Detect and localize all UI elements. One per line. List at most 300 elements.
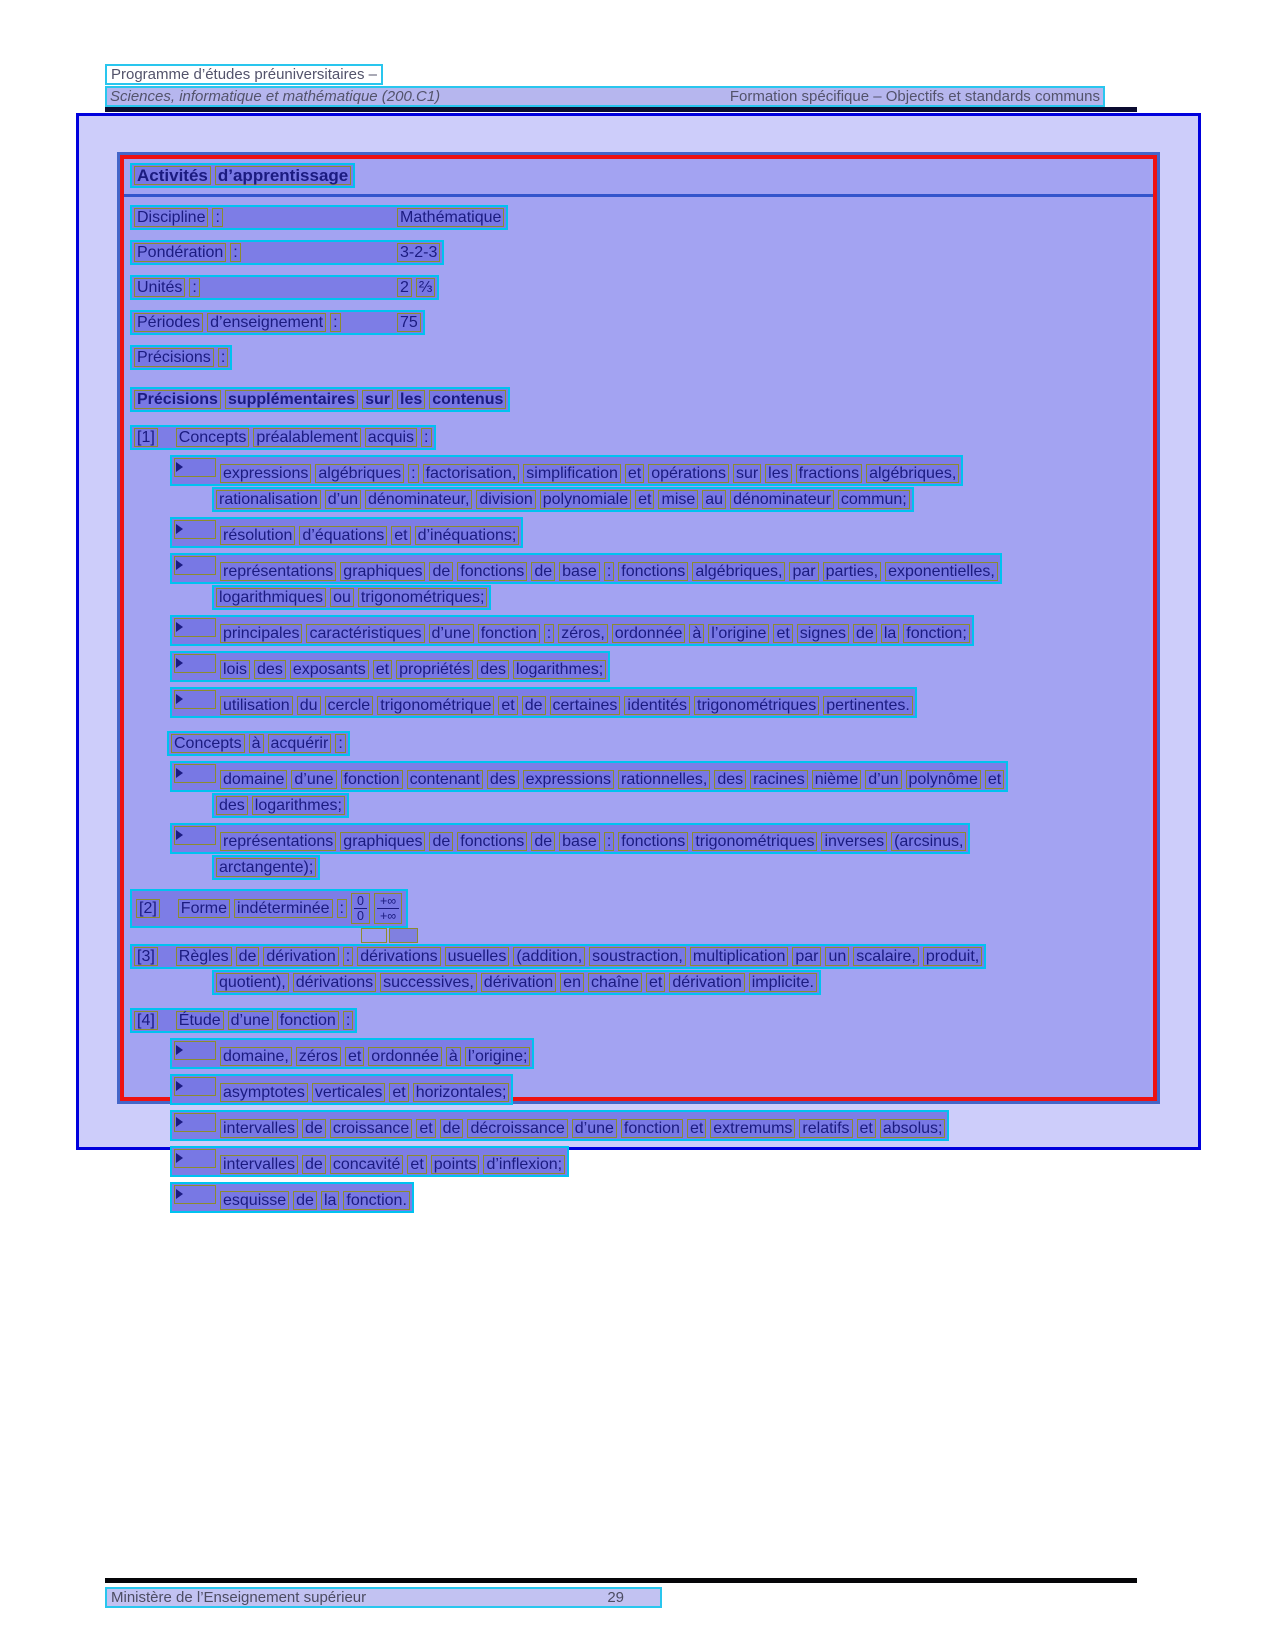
line-text <box>169 735 348 752</box>
word: d’une <box>429 624 474 643</box>
word: utilisation <box>220 696 293 715</box>
word: d’une <box>228 1011 273 1030</box>
field-value <box>395 209 506 226</box>
word: fonction; <box>903 624 969 643</box>
word: Concepts <box>171 734 245 753</box>
line-highlight <box>130 1008 357 1033</box>
word: lois <box>220 660 250 679</box>
line-highlight <box>170 1182 414 1213</box>
word: des <box>714 770 746 789</box>
bullet-text <box>218 625 972 642</box>
word: : <box>189 278 199 297</box>
continuation-line <box>212 487 1147 512</box>
word: à <box>689 624 704 643</box>
word: fonction <box>341 770 403 789</box>
word: et <box>985 770 1004 789</box>
word: et <box>373 660 392 679</box>
continuation-line <box>212 585 1147 610</box>
word: d’enseignement <box>207 313 326 332</box>
bullet-item <box>170 1110 1147 1141</box>
word: dérivations <box>357 947 440 966</box>
bullet-text <box>218 661 608 678</box>
line-highlight <box>212 970 821 995</box>
bullet-icon <box>176 1153 183 1163</box>
word: fonctions <box>457 832 527 851</box>
bullet-marker <box>174 764 216 783</box>
bullet-marker <box>174 1185 216 1204</box>
numbered-item <box>130 1008 1147 1033</box>
bullet-marker <box>174 618 216 637</box>
word: Discipline <box>134 208 208 227</box>
bullet-item <box>170 1038 1147 1069</box>
field-row <box>130 275 1147 300</box>
bullet-icon <box>176 524 183 534</box>
word: trigonométriques; <box>358 588 488 607</box>
bullet-item <box>170 761 1147 792</box>
content-panel <box>76 113 1201 1209</box>
word: signes <box>797 624 849 643</box>
word: acquérir <box>268 734 332 753</box>
line-highlight <box>170 455 963 486</box>
word: Activités <box>134 166 211 185</box>
word: trigonométriques <box>692 832 817 851</box>
bullet-icon <box>176 622 183 632</box>
field-row <box>130 205 1147 230</box>
word: : <box>604 562 614 581</box>
word: points <box>431 1155 480 1174</box>
word: représentations <box>220 832 336 851</box>
fraction <box>351 893 370 924</box>
sub-heading <box>167 731 1147 756</box>
activities-table <box>120 155 1157 1209</box>
word: et <box>773 624 792 643</box>
line-highlight <box>167 731 350 756</box>
line-highlight <box>170 761 1008 792</box>
bullet-text <box>218 1156 567 1173</box>
line-highlight <box>170 1110 949 1141</box>
word: dérivation <box>481 973 556 992</box>
word: et <box>389 1083 408 1102</box>
word: les <box>765 464 791 483</box>
field-row <box>130 345 1147 370</box>
bullet-item <box>170 553 1147 584</box>
field-highlight <box>130 205 508 230</box>
word: Précisions <box>134 348 214 367</box>
fraction-denominator: 0 <box>356 909 364 923</box>
bullet-icon <box>176 1045 183 1055</box>
word: fonction. <box>343 1191 409 1210</box>
line-highlight <box>170 615 974 646</box>
word: à <box>446 1047 461 1066</box>
word: : <box>218 348 228 367</box>
line-highlight <box>130 425 436 450</box>
bullet-marker <box>174 520 216 539</box>
line-highlight <box>130 944 986 969</box>
word: Étude <box>176 1011 224 1030</box>
word: intervalles <box>220 1119 298 1138</box>
word: fractions <box>796 464 862 483</box>
word: ⅔ <box>416 278 435 297</box>
word: Périodes <box>134 313 203 332</box>
field-label <box>132 207 395 228</box>
word: contenant <box>407 770 483 789</box>
word: graphiques <box>340 832 425 851</box>
word: polynomiale <box>540 490 631 509</box>
word: fonctions <box>618 562 688 581</box>
bullet-text <box>218 697 915 714</box>
word: un <box>825 947 849 966</box>
bullet-marker <box>174 1113 216 1132</box>
word: commun; <box>838 490 910 509</box>
word: : <box>335 734 345 753</box>
subtitle-row <box>130 387 1147 412</box>
word: algébriques, <box>692 562 785 581</box>
bullet-item <box>170 517 1147 548</box>
field-value <box>395 314 423 331</box>
bullet-marker <box>174 654 216 673</box>
word: ordonnée <box>368 1047 442 1066</box>
header-section-title: Formation spécifique – Objectifs et standards communs <box>729 88 1100 105</box>
word: base <box>559 562 600 581</box>
word: l’origine <box>708 624 769 643</box>
field-label <box>132 349 230 366</box>
bullet-item <box>170 615 1147 646</box>
word: de <box>302 1119 326 1138</box>
bullet-item <box>170 651 1147 682</box>
word: et <box>625 464 644 483</box>
word: rationalisation <box>216 490 321 509</box>
word: expressions <box>220 464 311 483</box>
line-highlight <box>212 487 914 512</box>
line-text <box>214 859 318 876</box>
word: verticales <box>312 1083 386 1102</box>
word: : <box>212 208 222 227</box>
bullet-item <box>170 1182 1147 1213</box>
word: chaîne <box>588 973 642 992</box>
word: par <box>792 947 821 966</box>
word: arctangente); <box>216 858 316 877</box>
word: de <box>302 1155 326 1174</box>
word: de <box>440 1119 464 1138</box>
bullet-item <box>170 823 1147 854</box>
word: et <box>687 1119 706 1138</box>
word: d’une <box>291 770 336 789</box>
footer-page-number: 29 <box>607 1589 624 1606</box>
word: multiplication <box>690 947 788 966</box>
field-highlight <box>130 240 444 265</box>
word: scalaire, <box>853 947 919 966</box>
word: fonction <box>478 624 540 643</box>
word: dérivations <box>293 973 376 992</box>
fraction-numerator: +∞ <box>377 894 399 909</box>
word: : <box>230 243 240 262</box>
word: Pondération <box>134 243 226 262</box>
bullet-text <box>218 527 521 544</box>
continuation-line <box>212 855 1147 880</box>
word: principales <box>220 624 302 643</box>
table-title-row <box>124 159 1153 197</box>
word: d’équations <box>299 526 387 545</box>
word: exposants <box>290 660 369 679</box>
word: Unités <box>134 278 185 297</box>
word: racines <box>750 770 808 789</box>
word: fonction <box>621 1119 683 1138</box>
word: polynôme <box>906 770 981 789</box>
word: base <box>559 832 600 851</box>
bullet-marker <box>174 690 216 709</box>
footer-ministry: Ministère de l’Enseignement supérieur <box>111 1589 367 1606</box>
bullet-item <box>170 1146 1147 1177</box>
word: (arcsinus, <box>891 832 966 851</box>
numbered-item <box>130 889 1147 928</box>
bullet-text <box>218 1048 532 1065</box>
bullet-icon <box>176 830 183 840</box>
word: quotient), <box>216 973 289 992</box>
word: des <box>216 796 248 815</box>
bullet-item <box>170 1074 1147 1105</box>
word: ordonnée <box>612 624 686 643</box>
word: des <box>487 770 519 789</box>
header-line2 <box>105 86 1105 107</box>
item-text <box>176 900 349 917</box>
bullet-marker <box>174 826 216 845</box>
word: exponentielles, <box>885 562 998 581</box>
line-highlight <box>170 823 970 854</box>
bullet-icon <box>176 658 183 668</box>
numbered-item <box>130 944 1147 969</box>
header-program-subtitle: Sciences, informatique et mathématique (200.C1) <box>110 88 441 105</box>
field-value <box>395 279 437 296</box>
word: Forme <box>178 899 230 918</box>
word: produit, <box>923 947 982 966</box>
word: les <box>397 390 425 409</box>
word: dérivation <box>669 973 744 992</box>
word: algébriques <box>315 464 404 483</box>
word: fonctions <box>457 562 527 581</box>
word: : <box>343 1011 353 1030</box>
word: croissance <box>330 1119 412 1138</box>
line-text <box>214 974 819 991</box>
word: opérations <box>648 464 729 483</box>
word: sur <box>733 464 761 483</box>
word: : <box>408 464 418 483</box>
bullet-icon <box>176 694 183 704</box>
word: certaines <box>550 696 621 715</box>
bullet-marker <box>174 1149 216 1168</box>
word: d’apprentissage <box>215 166 351 185</box>
word: Précisions <box>134 390 221 409</box>
word: décroissance <box>467 1119 567 1138</box>
word: par <box>789 562 818 581</box>
word: expressions <box>523 770 614 789</box>
field-highlight <box>130 275 439 300</box>
word: résolution <box>220 526 295 545</box>
line-highlight <box>170 517 523 548</box>
bullet-icon <box>176 1189 183 1199</box>
word: supplémentaires <box>225 390 358 409</box>
word: représentations <box>220 562 336 581</box>
word: d’une <box>572 1119 617 1138</box>
word: simplification <box>523 464 621 483</box>
word: d’un <box>325 490 361 509</box>
field-row <box>130 310 1147 335</box>
line-text <box>214 589 489 606</box>
word: et <box>391 526 410 545</box>
item-text <box>174 948 984 965</box>
word: absolus; <box>880 1119 946 1138</box>
word: : <box>604 832 614 851</box>
line-highlight <box>170 651 610 682</box>
word: dénominateur <box>730 490 834 509</box>
header-rule <box>105 107 1137 112</box>
line-highlight <box>212 793 349 818</box>
word: de <box>853 624 877 643</box>
word: de <box>429 562 453 581</box>
word: logarithmes; <box>252 796 345 815</box>
header-program-title: Programme d’études préuniversitaires – <box>105 64 383 85</box>
bullet-text <box>218 833 968 850</box>
bullet-item <box>170 687 1147 718</box>
word: des <box>477 660 509 679</box>
word: extremums <box>710 1119 795 1138</box>
word: de <box>522 696 546 715</box>
activities-table-frame <box>117 152 1160 1209</box>
word: implicite. <box>749 973 817 992</box>
word: préalablement <box>253 428 360 447</box>
field-value <box>395 244 442 261</box>
word: soustraction, <box>589 947 686 966</box>
word: et <box>646 973 665 992</box>
word: mise <box>658 490 698 509</box>
word: de <box>429 832 453 851</box>
word: et <box>416 1119 435 1138</box>
line-highlight <box>212 855 320 880</box>
word: : <box>544 624 554 643</box>
field-highlight <box>130 345 232 370</box>
line-highlight <box>170 687 917 718</box>
word: Règles <box>176 947 232 966</box>
bullet-icon <box>176 768 183 778</box>
word: identités <box>624 696 690 715</box>
item-number: [2] <box>136 899 160 918</box>
word: : <box>421 428 431 447</box>
word: 3-2-3 <box>397 243 440 262</box>
line-highlight <box>170 1038 534 1069</box>
fraction-denominator: +∞ <box>379 909 397 923</box>
word: à <box>249 734 264 753</box>
word: graphiques <box>340 562 425 581</box>
word: contenus <box>429 390 506 409</box>
word: 2 <box>397 278 412 297</box>
bullet-text <box>218 563 1000 580</box>
word: esquisse <box>220 1191 289 1210</box>
word: cercle <box>325 696 374 715</box>
bullet-item <box>170 455 1147 486</box>
word: usuelles <box>445 947 510 966</box>
word: de <box>531 832 555 851</box>
word: dérivation <box>263 947 338 966</box>
table-title <box>130 163 355 188</box>
word: division <box>476 490 535 509</box>
bullet-icon <box>176 1081 183 1091</box>
field-label <box>132 312 395 333</box>
word: (addition, <box>513 947 585 966</box>
item-number: [1] <box>134 428 158 447</box>
line-text <box>214 491 912 508</box>
item-number: [4] <box>134 1011 158 1030</box>
word: de <box>531 562 555 581</box>
field-label <box>132 277 395 298</box>
word: de <box>293 1191 317 1210</box>
word: logarithmiques <box>216 588 326 607</box>
word: et <box>407 1155 426 1174</box>
word: domaine <box>220 770 287 789</box>
continuation-line <box>212 970 1147 995</box>
field-highlight <box>130 310 425 335</box>
word: la <box>881 624 899 643</box>
word: dénominateur, <box>365 490 472 509</box>
bullet-text <box>218 1084 511 1101</box>
word: trigonométrique <box>377 696 494 715</box>
word: fonction <box>277 1011 339 1030</box>
field-row <box>130 240 1147 265</box>
bullet-icon <box>176 462 183 472</box>
word: et <box>345 1047 364 1066</box>
content-list <box>130 425 1147 1213</box>
word: des <box>254 660 286 679</box>
word: acquis <box>365 428 417 447</box>
word: successives, <box>380 973 477 992</box>
word: et <box>498 696 517 715</box>
ocr-artifact <box>361 928 387 943</box>
word: horizontales; <box>413 1083 510 1102</box>
word: factorisation, <box>423 464 520 483</box>
word: d’inflexion; <box>483 1155 565 1174</box>
line-text <box>214 797 347 814</box>
bullet-marker <box>174 1077 216 1096</box>
word: Concepts <box>176 428 250 447</box>
bullet-text <box>218 1192 412 1209</box>
word: asymptotes <box>220 1083 308 1102</box>
word: relatifs <box>799 1119 852 1138</box>
word: sur <box>362 390 393 409</box>
word: 75 <box>397 313 421 332</box>
word: du <box>297 696 321 715</box>
word: indéterminée <box>234 899 333 918</box>
word: : <box>343 947 353 966</box>
line-highlight <box>170 1146 569 1177</box>
word: de <box>236 947 260 966</box>
word: concavité <box>330 1155 404 1174</box>
bullet-text <box>218 1120 947 1137</box>
word: l’origine; <box>465 1047 531 1066</box>
word: parties, <box>823 562 881 581</box>
footer <box>105 1587 662 1608</box>
word: logarithmes; <box>513 660 606 679</box>
word: rationnelles, <box>618 770 710 789</box>
word: zéros, <box>558 624 608 643</box>
numbered-item <box>130 425 1147 450</box>
word: domaine, <box>220 1047 292 1066</box>
word: intervalles <box>220 1155 298 1174</box>
word: Mathématique <box>397 208 504 227</box>
word: au <box>702 490 726 509</box>
ocr-artifact <box>389 928 418 943</box>
item-text <box>174 1012 355 1029</box>
word: en <box>560 973 584 992</box>
bullet-text <box>218 465 961 482</box>
bullet-icon <box>176 1117 183 1127</box>
